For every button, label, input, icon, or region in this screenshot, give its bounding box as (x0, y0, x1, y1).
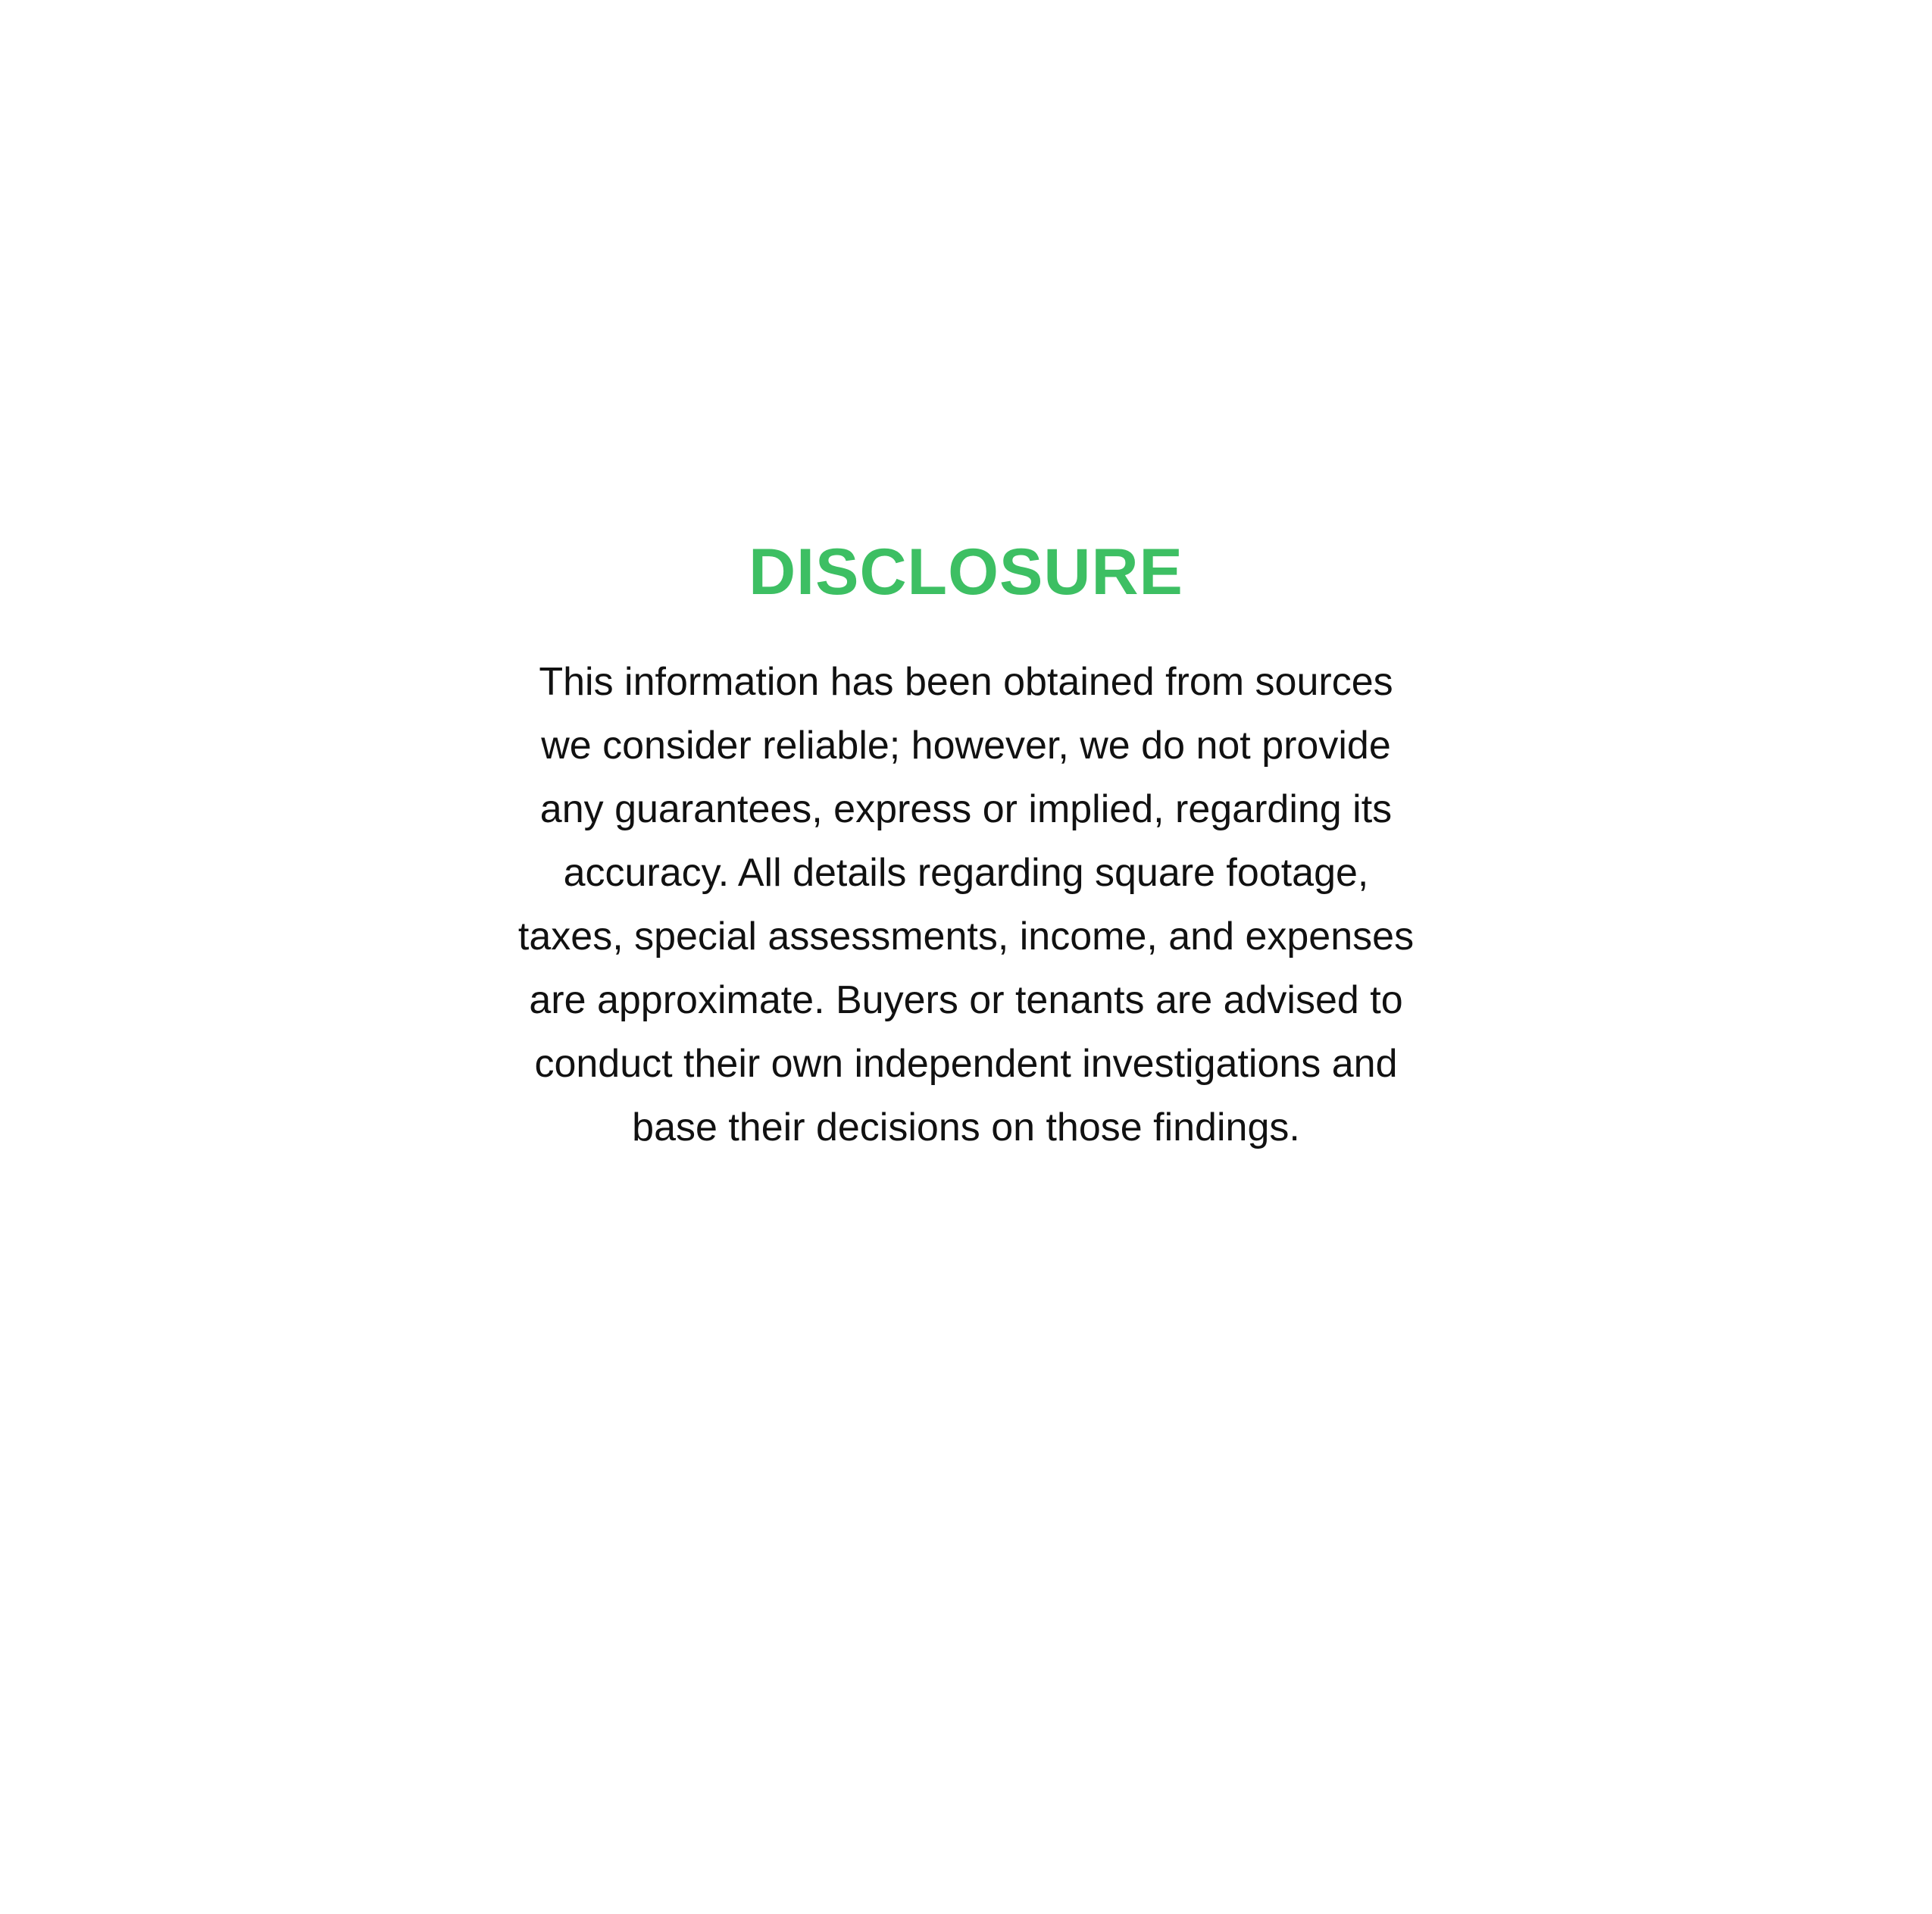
disclosure-line: any guarantees, express or implied, regarding its (539, 787, 1393, 831)
disclosure-line: accuracy. All details regarding square footage, (563, 851, 1369, 895)
disclosure-line: we consider reliable; however, we do not provide (541, 724, 1391, 768)
disclosure-line: This information has been obtained from sources (539, 660, 1393, 704)
disclosure-body (518, 650, 1414, 1159)
disclosure-title: DISCLOSURE (749, 536, 1183, 608)
disclosure-section (0, 530, 1932, 1159)
disclosure-line: base their decisions on those findings. (632, 1106, 1300, 1149)
disclosure-line: conduct their own independent investigations and (534, 1042, 1398, 1086)
disclosure-line: are approximate. Buyers or tenants are advised to (529, 978, 1403, 1022)
disclosure-line: taxes, special assessments, income, and expenses (517, 915, 1415, 959)
